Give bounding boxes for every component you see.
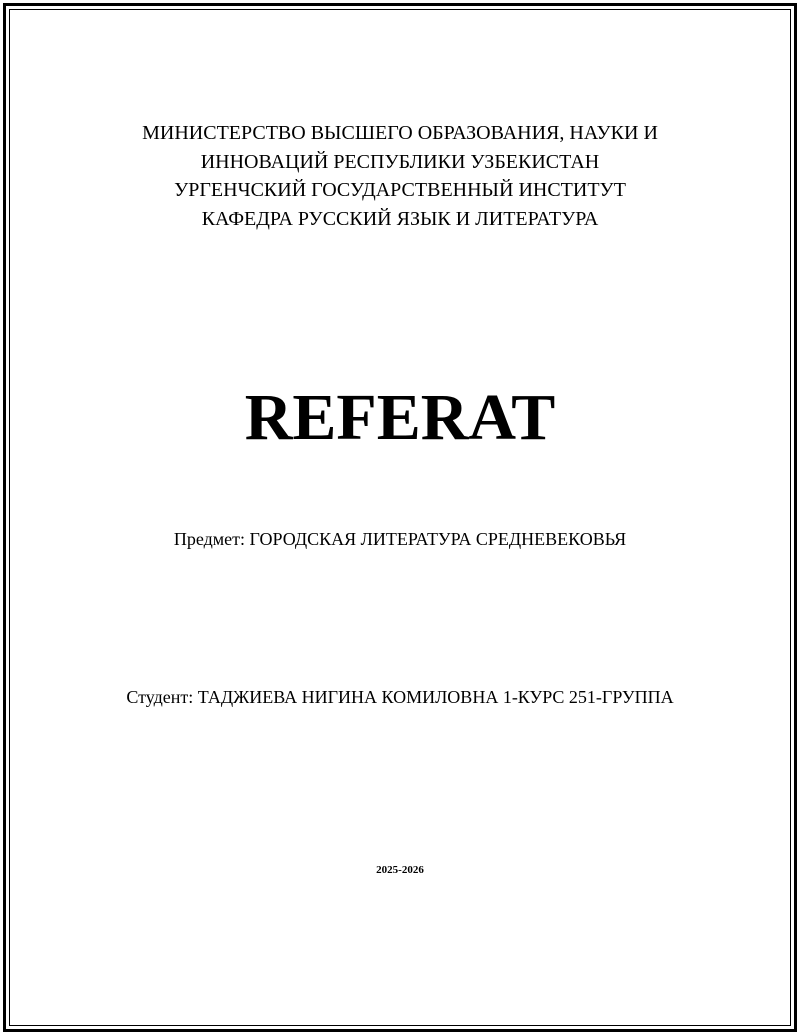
student-line: Студент: ТАДЖИЕВА НИГИНА КОМИЛОВНА 1-КУРС 251-ГРУППА xyxy=(126,687,674,707)
academic-year: 2025-2026 xyxy=(376,864,424,876)
header-line-ministry: МИНИСТЕРСТВО ВЫСШЕГО ОБРАЗОВАНИЯ, НАУКИ И xyxy=(142,122,658,144)
header-line-department: КАФЕДРА РУССКИЙ ЯЗЫК И ЛИТЕРАТУРА xyxy=(201,207,599,230)
header-line-institute: УРГЕНЧСКИЙ ГОСУДАРСТВЕННЫЙ ИНСТИТУТ xyxy=(174,179,626,201)
document-title: REFERAT xyxy=(244,381,556,454)
header-line-republic: ИННОВАЦИЙ РЕСПУБЛИКИ УЗБЕКИСТАН xyxy=(200,150,600,173)
institution-header xyxy=(0,119,800,233)
subject-line: Предмет: ГОРОДСКАЯ ЛИТЕРАТУРА СРЕДНЕВЕКОВЬЯ xyxy=(173,529,627,549)
